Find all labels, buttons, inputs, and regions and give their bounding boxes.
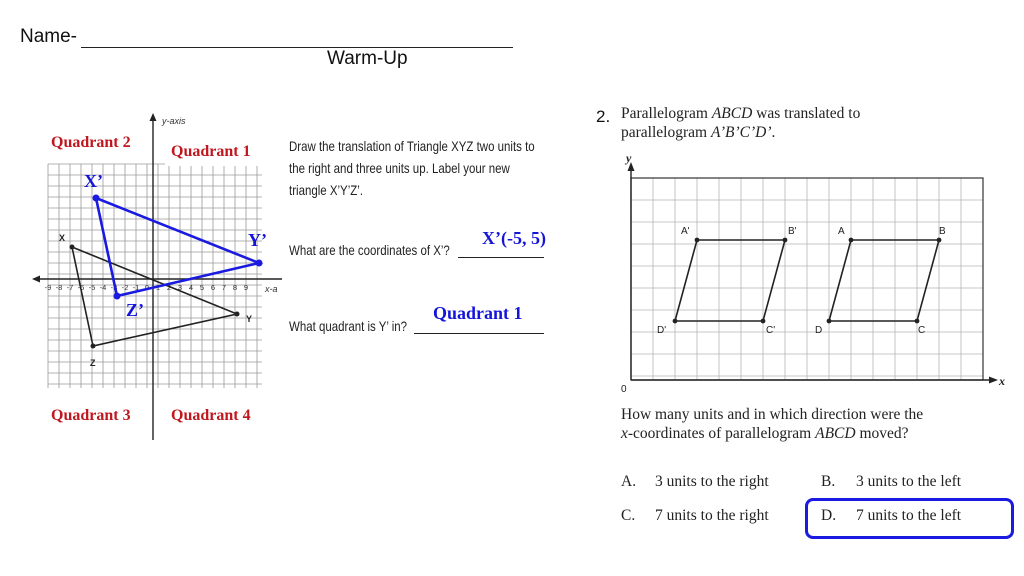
problem1-coordinate-grid xyxy=(30,108,290,448)
x-tick-label: 8 xyxy=(232,283,238,292)
grid-lines xyxy=(631,178,983,380)
problem2-parallelogram-graph xyxy=(612,150,1012,396)
question-x-prime-coordinates: What are the coordinates of X’? xyxy=(289,242,450,258)
problem1-instructions xyxy=(289,135,560,201)
vertex-b-prime-label: B' xyxy=(788,226,797,237)
choice-letter: A. xyxy=(621,473,637,490)
answer-x-blank xyxy=(458,257,544,258)
stem-text: . xyxy=(771,124,776,141)
choice-a xyxy=(621,473,769,491)
selected-answer-highlight-box xyxy=(805,498,1014,539)
name-label: Name- xyxy=(20,26,78,47)
choice-b xyxy=(821,473,962,491)
origin-label: 0 xyxy=(621,384,627,395)
choice-text: 7 units to the left xyxy=(856,507,962,524)
quadrant-1-label: Quadrant 1 xyxy=(171,143,251,160)
x-tick-label: -7 xyxy=(66,283,74,292)
vertex-y-prime-dot xyxy=(256,260,263,267)
question-italic: ABCD xyxy=(815,425,856,442)
page-title: Warm-Up xyxy=(327,48,408,69)
vertex-b-dot xyxy=(937,238,942,243)
vertex-y-prime-label: Y’ xyxy=(248,230,267,250)
vertex-x-dot xyxy=(70,245,75,250)
stem-italic: A’B’C’D’ xyxy=(710,124,772,141)
x-tick-label: -1 xyxy=(132,283,140,292)
vertex-z-dot xyxy=(91,344,96,349)
x-tick-label: 9 xyxy=(243,283,249,292)
instruction-line: triangle X’Y’Z’. xyxy=(289,182,364,198)
answer-y-prime-quadrant: Quadrant 1 xyxy=(433,303,523,323)
answer-y-blank xyxy=(414,333,544,334)
x-axis-label: x-a xyxy=(265,284,278,294)
name-blank-line xyxy=(81,31,513,48)
parallelogram-abcd xyxy=(829,240,939,321)
x-tick-label: -5 xyxy=(88,283,96,292)
y-axis-arrow-icon xyxy=(150,113,157,121)
problem2-stem xyxy=(621,104,941,142)
quadrant-3-label: Quadrant 3 xyxy=(51,407,131,424)
y-axis-label: y xyxy=(626,151,632,165)
x-tick-labels xyxy=(45,283,248,292)
stem-text: Parallelogram xyxy=(621,105,712,122)
name-field xyxy=(20,26,513,48)
choice-c xyxy=(621,507,769,525)
choice-letter: C. xyxy=(621,507,636,524)
x-tick-label: -3 xyxy=(110,283,118,292)
vertex-d-prime-dot xyxy=(673,319,678,324)
quadrant-2-label: Quadrant 2 xyxy=(51,134,131,151)
problem2-stem-line1 xyxy=(621,104,941,123)
vertex-a-label: A xyxy=(838,226,845,237)
x-tick-label: 7 xyxy=(221,283,227,292)
x-tick-label: 6 xyxy=(210,283,216,292)
triangle-x-prime-y-prime-z-prime xyxy=(96,198,259,296)
x-tick-label: 3 xyxy=(177,283,183,292)
choice-text: 7 units to the right xyxy=(655,507,769,524)
stem-text: was translated to xyxy=(752,105,861,122)
choice-text: 3 units to the right xyxy=(655,473,769,490)
x-tick-label: 0 xyxy=(144,283,150,292)
vertex-d-dot xyxy=(827,319,832,324)
x-tick-label: -8 xyxy=(55,283,63,292)
vertex-d-label: D xyxy=(815,325,823,336)
vertex-y-label: Y xyxy=(246,314,253,324)
vertex-c-dot xyxy=(915,319,920,324)
choice-letter: B. xyxy=(821,473,836,490)
vertex-z-label: Z xyxy=(90,358,96,368)
choice-text: 3 units to the left xyxy=(856,473,962,490)
vertex-b-prime-dot xyxy=(783,238,788,243)
x-tick-label: 5 xyxy=(199,283,205,292)
question-text: -coordinates of parallelogram xyxy=(627,425,816,442)
question-italic: x xyxy=(621,425,628,442)
x-tick-label: -9 xyxy=(44,283,52,292)
vertex-a-prime-label: A' xyxy=(681,226,690,237)
x-tick-label: -4 xyxy=(99,283,107,292)
y-axis-label: y-axis xyxy=(162,116,186,126)
vertex-x-prime-label: X’ xyxy=(84,171,103,191)
choice-letter: D. xyxy=(821,507,837,524)
vertex-c-prime-label: C' xyxy=(766,325,776,336)
vertex-c-label: C xyxy=(918,325,926,336)
x-tick-label: 1 xyxy=(155,283,161,292)
question-text: moved? xyxy=(855,425,909,442)
quadrant-4-label: Quadrant 4 xyxy=(171,407,251,424)
x-axis-label: x xyxy=(999,374,1005,388)
vertex-d-prime-label: D' xyxy=(657,325,667,336)
problem2-question-line1: How many units and in which direction were the xyxy=(621,406,924,423)
vertex-x-label: X xyxy=(59,233,66,243)
vertex-z-prime-label: Z’ xyxy=(126,300,144,320)
problem2-stem-line2 xyxy=(621,123,941,142)
vertex-z-prime-dot xyxy=(114,293,121,300)
vertex-a-prime-dot xyxy=(695,238,700,243)
problem2-question-line2 xyxy=(621,424,1016,443)
x-tick-label: 4 xyxy=(188,283,194,292)
x-tick-label: 2 xyxy=(166,283,172,292)
triangle-xyz xyxy=(72,247,237,346)
instruction-line: the right and three units up. Label your new xyxy=(289,160,510,176)
x-tick-label: -2 xyxy=(121,283,129,292)
parallelogram-a-prime-b-prime-c-prime-d-prime xyxy=(675,240,785,321)
x-axis-arrow-icon xyxy=(989,377,998,384)
vertex-y-dot xyxy=(235,312,240,317)
vertex-x-prime-dot xyxy=(93,195,100,202)
stem-italic: ABCD xyxy=(711,105,753,122)
instruction-line: Draw the translation of Triangle XYZ two units to xyxy=(289,138,535,154)
answer-x-prime-coordinates: X’(-5, 5) xyxy=(482,228,546,248)
vertex-c-prime-dot xyxy=(761,319,766,324)
vertex-a-dot xyxy=(849,238,854,243)
x-axis-arrow-left-icon xyxy=(32,276,40,283)
problem2-question xyxy=(621,405,1016,443)
stem-text: parallelogram xyxy=(621,124,711,141)
problem2-number: 2. xyxy=(596,107,611,126)
question-y-prime-quadrant: What quadrant is Y’ in? xyxy=(289,318,408,334)
grid-lines xyxy=(48,164,262,388)
vertex-b-label: B xyxy=(939,226,946,237)
x-tick-label: -6 xyxy=(77,283,85,292)
